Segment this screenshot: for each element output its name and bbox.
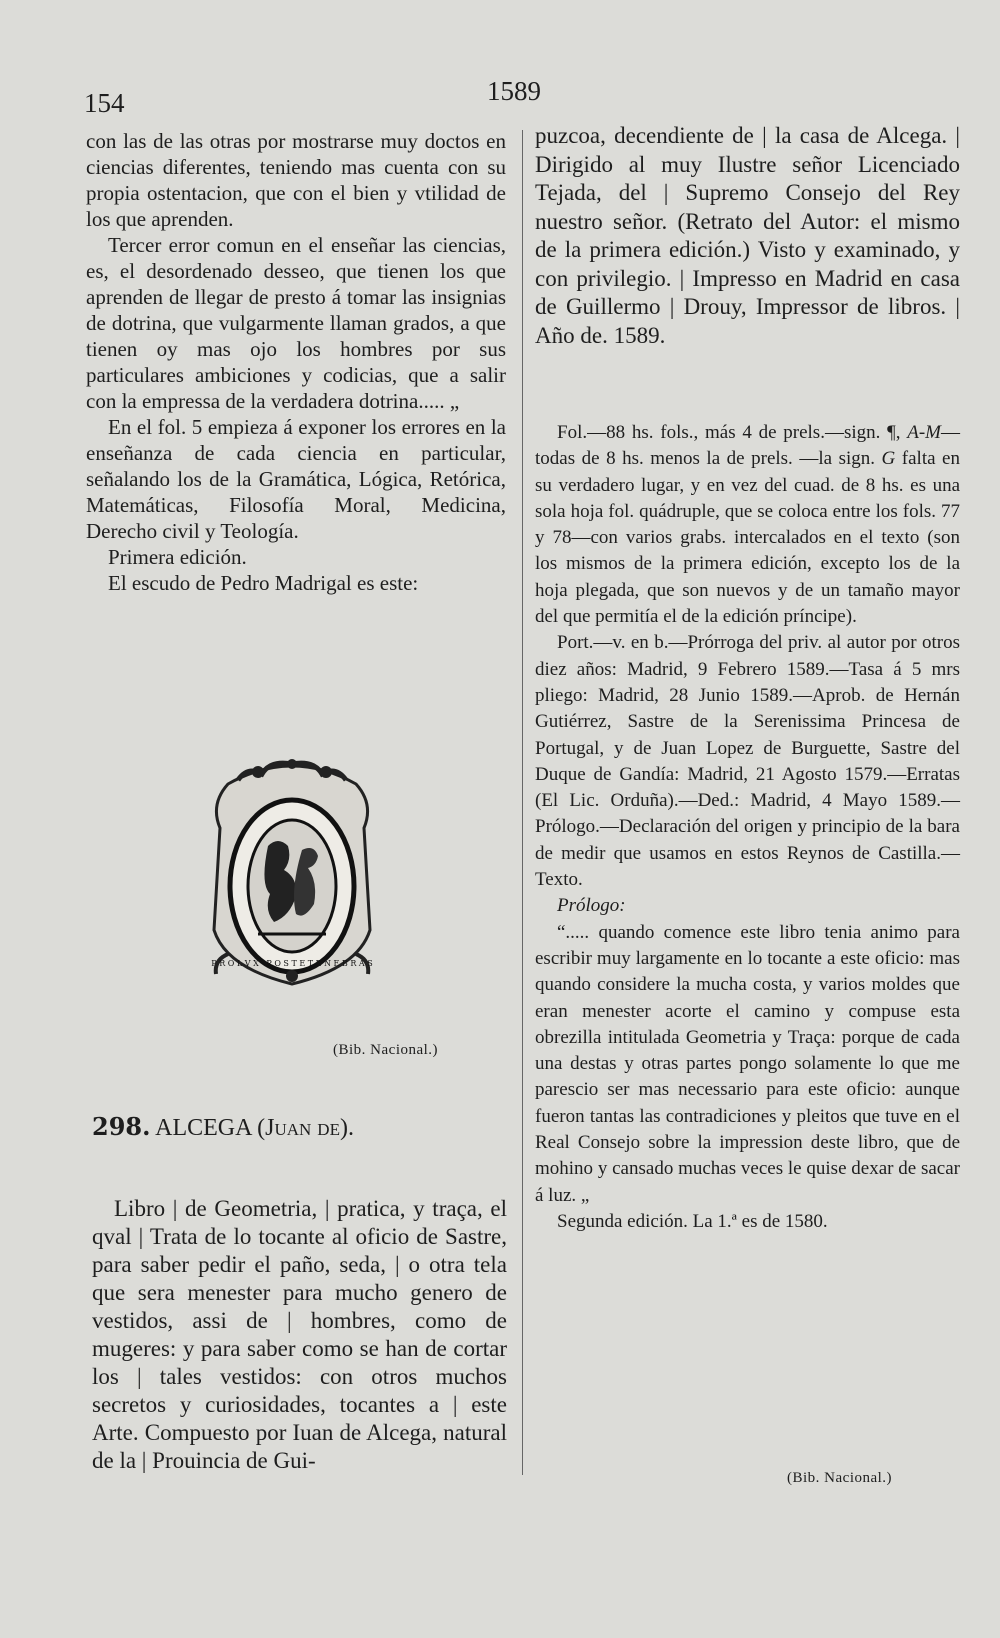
paragraph: Tercer error comun en el enseñar las ciencias, es, el desordenado desseo, que tienen los que aprenden de llegar de presto á tomar las insignias de dotrina, que vulgarmente llaman grados, a que tienen oy mas ojo los hombres por sus particulares ambiciones y codicias, que a salir con la empressa de la verdadera dotrina..... „ bbox=[86, 233, 506, 413]
collation-paragraph: Fol.—88 hs. fols., más 4 de prels.—sign. ¶, A-M—todas de 8 hs. menos la de prels. —la sign. G falta en su verdadero lugar, y en vez del cuad. de 8 hs. es una sola hoja fol. quádruple, que se coloca entre los fols. 77 y 78—con varios grabs. intercalados en el texto (son los mismos de la primera edición, excepto los de la hoja plegada, que son nuevos y de un tamaño mayor del que permitía el de la edición príncipe). bbox=[535, 422, 960, 628]
library-citation: (Bib. Nacional.) bbox=[787, 1470, 893, 1486]
printer-shield-emblem bbox=[198, 754, 386, 990]
running-head-year: 1589 bbox=[487, 76, 541, 106]
entry-author-close: ). bbox=[339, 1115, 354, 1141]
column-divider bbox=[522, 130, 523, 1475]
paragraph: Libro | de Geometria, | pratica, y traça, el qval | Trata de lo tocante al oficio de Sastre, para saber pedir el paño, seda, | o otra tela que sera menester para mucho genero de vestidos, assi de | hombres, como de mugeres: y para saber como se han de cortar los | tales vestidos: con otros muchos secretos y curiosidades, tocantes a | este Arte. Compuesto por Iuan de Alcega, natural de la | Prouincia de Gui- bbox=[92, 1196, 507, 1473]
right-column-description bbox=[535, 420, 960, 1235]
left-column bbox=[86, 128, 506, 596]
library-citation: (Bib. Nacional.) bbox=[333, 1042, 439, 1058]
entry-number: 298. bbox=[92, 1112, 151, 1141]
paragraph: con las de las otras por mostrarse muy doctos en ciencias diferentes, teniendo mas cuenta con su propia ostentacion, que con el bien y vtilidad de los que aprenden. bbox=[86, 129, 506, 231]
paragraph: En el fol. 5 empieza á exponer los errores en la enseñanza de cada ciencia en particular, señalando los de la Gramática, Lógica, Retórica, Matemáticas, Filosofía Moral, Medicina, Derecho civil y Teología. bbox=[86, 415, 506, 543]
paragraph: Segunda edición. La 1.ª es de 1580. bbox=[557, 1210, 828, 1232]
entry-author-given-name: Juan de bbox=[265, 1115, 340, 1141]
right-column-title bbox=[535, 122, 960, 350]
paragraph: El escudo de Pedro Madrigal es este: bbox=[108, 571, 419, 595]
prologo-label: Prólogo: bbox=[557, 895, 626, 917]
entry-heading bbox=[92, 1112, 354, 1142]
prologo-quote: “..... quando comence este libro tenia animo para escribir muy largamente en lo tocante a este oficio: mas quando considere la mucha costa, y varios moldes que eran menester acorte el camino y compuse esta obrezilla intitulada Geometria y Traça: porque de cada una destas y otras partes pongo solamente lo que me parescio ser mas necessario para este oficio: aunque fueron tantas las contradiciones y pleitos que tuve en el Real Consejo sobre la impression deste libro, que de mohino y cansado muchas veces le quise dexar de sacar á luz. „ bbox=[535, 921, 960, 1206]
book-title-transcription bbox=[92, 1172, 507, 1498]
shield-motto: P R O L V X · P O S T E T E N E B R A S bbox=[211, 959, 373, 968]
entry-author: ALCEGA ( bbox=[155, 1115, 266, 1141]
paragraph: Port.—v. en b.—Prórroga del priv. al autor por otros diez años: Madrid, 9 Febrero 1589.—Tasa á 5 mrs pliego: Madrid, 28 Junio 1589.—Aprob. de Hernán Gutiérrez, Sastre de la Serenissima Princesa de Portugal, y de Juan Lopez de Burguette, Sastre del Duque de Gandía: Madrid, 21 Agosto 1579.—Erratas (El Lic. Orduña).—Ded.: Madrid, 4 Mayo 1589.—Prólogo.—Declaración del origen y principio de la bara de medir que usamos en estos Reynos de Castilla.—Texto. bbox=[535, 632, 960, 891]
paragraph: Primera edición. bbox=[108, 545, 247, 569]
paragraph: puzcoa, decendiente de | la casa de Alcega. | Dirigido al muy Ilustre señor Licenciado Tejada, del | Supremo Consejo del Rey nuestro señor. (Retrato del Autor: el mismo de la primera edición.) Visto y examinado, y con privilegio. | Impresso en Madrid en casa de Guillermo | Drouy, Impressor de libros. | Año de. 1589. bbox=[535, 123, 960, 348]
page-number: 154 bbox=[84, 88, 125, 118]
